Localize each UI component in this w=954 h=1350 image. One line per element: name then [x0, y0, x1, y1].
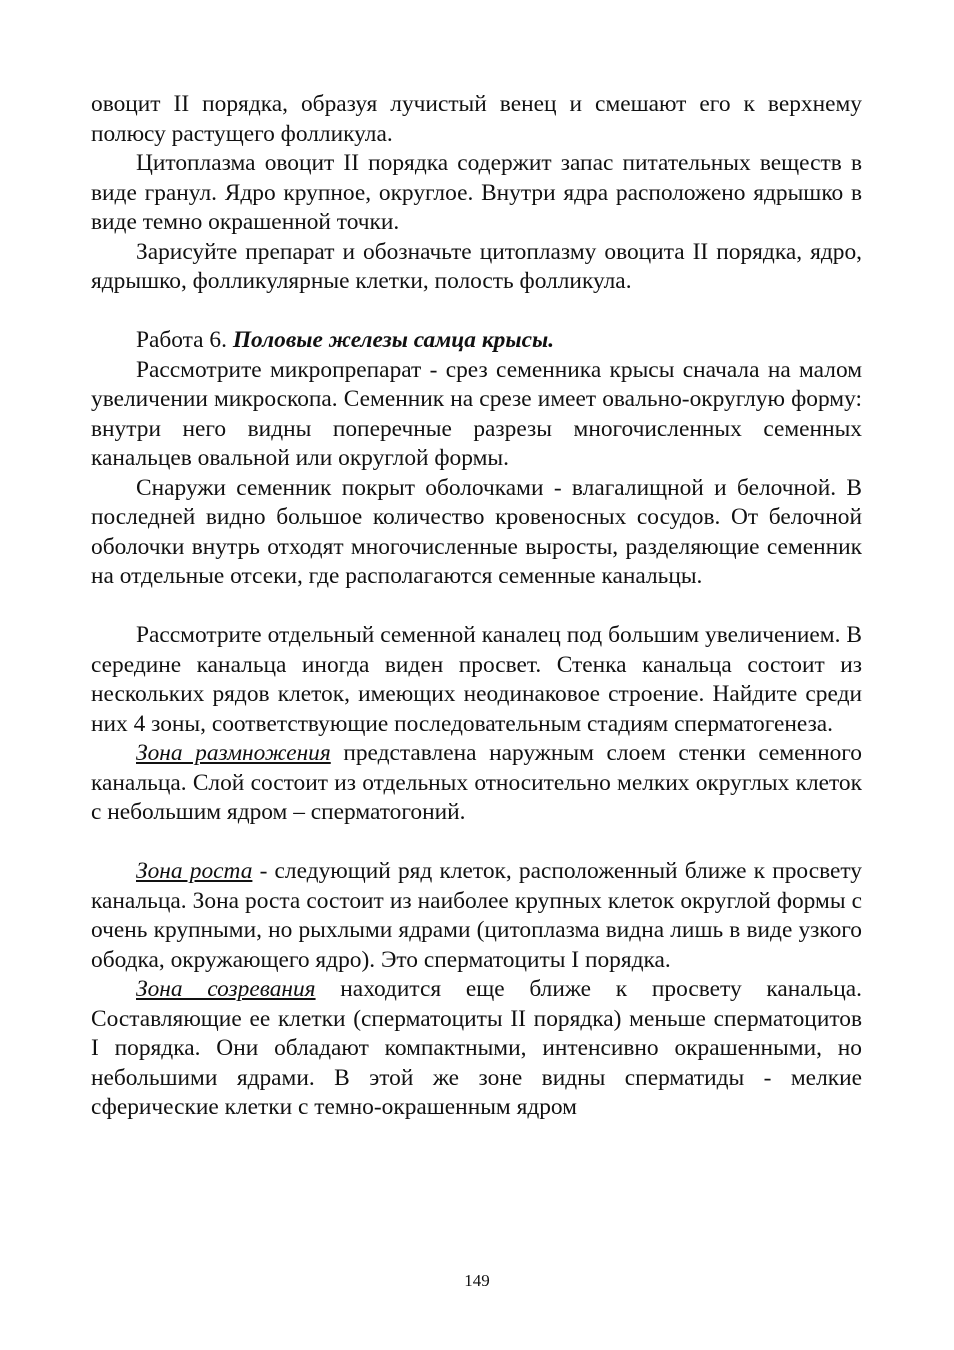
- page-body: [91, 90, 862, 1123]
- zone-growth-name: Зона роста: [136, 858, 253, 884]
- page-number: 149: [464, 1271, 490, 1290]
- zone-reproduction-text: представлена наружным слоем стенки семенного канальца. Слой состоит из отдельных относительно мелких округлых клеток с небольшим ядром – сперматогоний.: [91, 740, 862, 825]
- paragraph-gap: [91, 828, 862, 858]
- zone-growth-text: - следующий ряд клеток, расположенный ближе к просвету канальца. Зона роста состоит из наиболее крупных клеток округлой формы с очень крупными, но рыхлыми ядрами (цитоплазма видна лишь в виде узкого ободка, окружающего ядро). Это сперматоциты I порядка.: [91, 858, 862, 973]
- work-heading: [91, 326, 862, 356]
- zone-reproduction-name: Зона размножения: [136, 740, 331, 766]
- work-title: Половые железы самца крысы.: [232, 327, 555, 353]
- paragraph-zone-reproduction: [91, 739, 862, 828]
- paragraph-zone-maturation: [91, 975, 862, 1123]
- work-label: Работа 6.: [136, 327, 233, 353]
- paragraph-testis-overview: Рассмотрите микропрепарат - срез семенника крысы сначала на малом увеличении микроскопа. Семенник на срезе имеет овально-округлую форму: внутри него видны поперечные разрезы многочисленных семенных канальцев овальной или округлой формы.: [91, 356, 862, 471]
- paragraph-gap: [91, 592, 862, 622]
- paragraph-oocyte-cytoplasm: Цитоплазма овоцит II порядка содержит запас питательных веществ в виде гранул. Ядро крупное, округлое. Внутри ядра расположено ядрышко в виде темно окрашенной точки.: [91, 150, 862, 235]
- zone-maturation-text: находится еще ближе к просвету канальца. Составляющие ее клетки (сперматоциты II порядка) меньше сперматоцитов I порядка. Они обладают компактными, интенсивно окрашенными, но небольшими ядрами. В этой же зоне видны сперматиды - мелкие сферические клетки с темно-окрашенным ядром: [91, 976, 862, 1120]
- paragraph-testis-membranes: Снаружи семенник покрыт оболочками - влагалищной и белочной. В последней видно большое количество кровеносных сосудов. От белочной оболочки внутрь отходят многочисленные выросты, разделяющие семенник на отдельные отсеки, где располагаются семенные канальцы.: [91, 474, 862, 589]
- zone-maturation-name: Зона созревания: [136, 976, 316, 1002]
- paragraph-gap: [91, 297, 862, 327]
- paragraph-tubule-structure: Рассмотрите отдельный семенной каналец под большим увеличением. В середине канальца иногда виден просвет. Стенка канальца состоит из нескольких рядов клеток, имеющих неодинаковое строение. Найдите среди них 4 зоны, соответствующие последовательным стадиям сперматогенеза.: [91, 622, 862, 737]
- paragraph-drawing-instructions: Зарисуйте препарат и обозначьте цитоплазму овоцита II порядка, ядро, ядрышко, фолликулярные клетки, полость фолликула.: [91, 238, 862, 294]
- paragraph-zone-growth: [91, 857, 862, 975]
- paragraph-oocyte-continuation: овоцит II порядка, образуя лучистый венец и смешают его к верхнему полюсу растущего фолликула.: [91, 91, 862, 147]
